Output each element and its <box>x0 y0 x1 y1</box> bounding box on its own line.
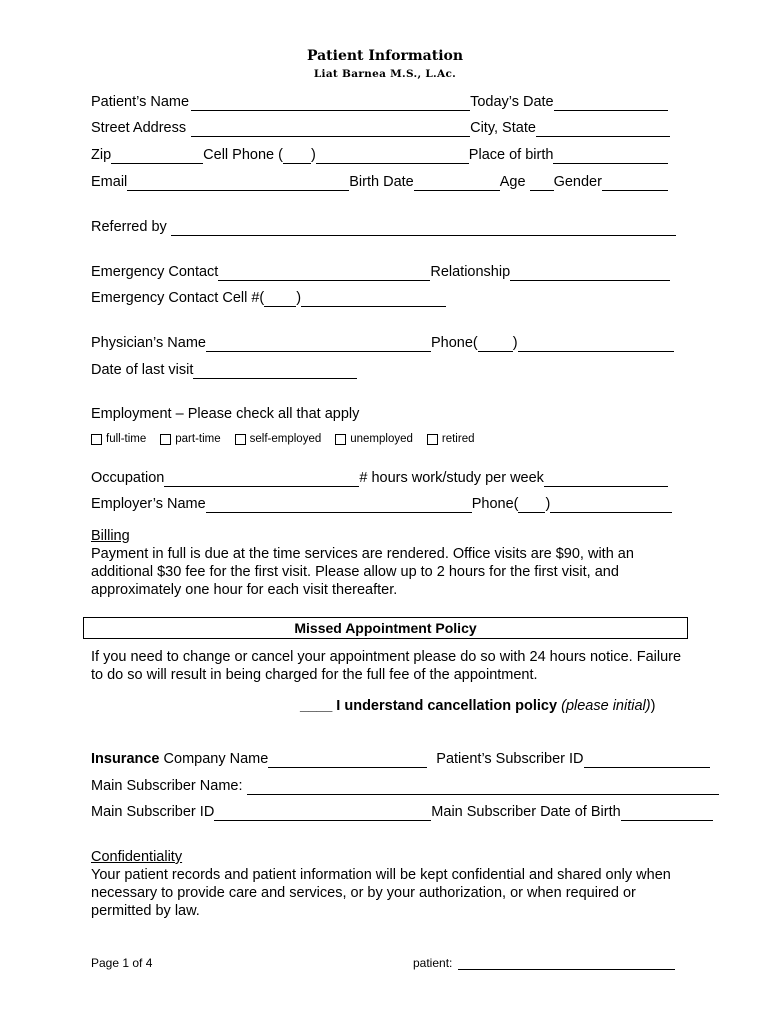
patient-label: patient: <box>413 956 453 970</box>
row-insurance <box>91 751 710 768</box>
referred-by-label: Referred by <box>91 219 167 235</box>
ack-note-close-paren: ) <box>650 698 656 714</box>
option-label: retired <box>441 433 475 445</box>
main-subscriber-name-field[interactable] <box>247 781 719 795</box>
age-label: Age <box>499 174 526 190</box>
row-address <box>91 120 670 137</box>
email-field[interactable] <box>127 177 349 191</box>
employer-phone-area-code[interactable] <box>518 499 545 513</box>
todays-date-field[interactable] <box>554 97 668 111</box>
employer-phone-label: Phone( <box>471 496 519 512</box>
cell-phone-field[interactable] <box>316 150 469 164</box>
city-state-label: City, State <box>470 120 536 136</box>
row-referred <box>91 219 676 236</box>
place-of-birth-label: Place of birth <box>468 147 554 163</box>
birth-date-field[interactable] <box>414 177 500 191</box>
occupation-field[interactable] <box>164 473 359 487</box>
row-email <box>91 174 668 191</box>
ack-note: (please initial) <box>561 698 651 714</box>
employment-option-unemployed[interactable] <box>335 433 413 445</box>
emergency-cell-field[interactable] <box>301 293 446 307</box>
gender-label: Gender <box>553 174 602 190</box>
date-last-visit-label: Date of last visit <box>91 362 194 378</box>
insurance-company-label: Company Name <box>159 751 269 767</box>
row-emergency-cell <box>91 290 446 307</box>
missed-policy-heading: Missed Appointment Policy <box>83 617 688 639</box>
form-title: Patient Information <box>306 48 464 64</box>
cell-phone-area-code[interactable] <box>283 150 311 164</box>
emergency-cell-close-paren: ) <box>296 290 302 306</box>
occupation-label: Occupation <box>91 470 165 486</box>
street-address-field[interactable] <box>191 123 470 137</box>
option-label: full-time <box>106 433 147 445</box>
billing-heading: Billing <box>91 528 130 544</box>
emergency-cell-label: Emergency Contact Cell #( <box>91 290 265 306</box>
relationship-field[interactable] <box>510 267 670 281</box>
option-label: self-employed <box>249 433 322 445</box>
emergency-cell-area-code[interactable] <box>264 293 296 307</box>
hours-work-label: # hours work/study per week <box>359 470 544 486</box>
employer-phone-close-paren: ) <box>545 496 551 512</box>
patient-signature-row <box>413 956 675 970</box>
insurance-company-field[interactable] <box>268 754 427 768</box>
employer-phone-field[interactable] <box>550 499 672 513</box>
age-field[interactable] <box>530 177 554 191</box>
gender-field[interactable] <box>602 177 668 191</box>
cell-phone-close-paren: ) <box>310 147 316 163</box>
subscriber-id-field[interactable] <box>584 754 710 768</box>
initial-blank[interactable]: ____ <box>300 698 333 714</box>
city-state-field[interactable] <box>536 123 670 137</box>
row-emergency <box>91 264 670 281</box>
main-subscriber-dob-field[interactable] <box>621 807 713 821</box>
employer-name-label: Employer’s Name <box>91 496 206 512</box>
row-name-date <box>91 94 668 111</box>
hours-work-field[interactable] <box>544 473 668 487</box>
option-label: unemployed <box>350 433 413 445</box>
checkbox-icon[interactable] <box>335 434 346 445</box>
row-occupation <box>91 470 668 487</box>
cancellation-acknowledgement <box>300 698 655 715</box>
checkbox-icon[interactable] <box>235 434 246 445</box>
checkbox-icon[interactable] <box>160 434 171 445</box>
employment-option-retired[interactable] <box>427 433 475 445</box>
physician-phone-field[interactable] <box>518 338 674 352</box>
zip-field[interactable] <box>111 150 203 164</box>
practitioner-name: Liat Barnea M.S., L.Ac. <box>313 68 457 80</box>
patient-name-label: Patient’s Name <box>91 94 190 110</box>
main-subscriber-dob-label: Main Subscriber Date of Birth <box>431 804 621 820</box>
patient-initial-field[interactable] <box>458 957 675 970</box>
physician-phone-label: Phone( <box>430 335 478 351</box>
option-label: part-time <box>175 433 221 445</box>
street-address-label: Street Address <box>91 120 187 136</box>
zip-label: Zip <box>91 147 112 163</box>
employment-heading: Employment – Please check all that apply <box>91 406 360 422</box>
email-label: Email <box>91 174 128 190</box>
confidentiality-text: Your patient records and patient information will be kept confidential and shared only when necessary to provide care and services, or by your authorization, or when required or permitted by law. <box>91 867 671 919</box>
cell-phone-label: Cell Phone ( <box>203 147 283 163</box>
row-physician <box>91 335 674 352</box>
main-subscriber-id-field[interactable] <box>214 807 431 821</box>
physician-phone-close-paren: ) <box>512 335 518 351</box>
confidentiality-heading: Confidentiality <box>91 849 183 865</box>
place-of-birth-field[interactable] <box>553 150 668 164</box>
row-last-visit <box>91 362 357 379</box>
subscriber-id-label: Patient’s Subscriber ID <box>436 751 584 767</box>
physician-name-label: Physician’s Name <box>91 335 206 351</box>
row-zip-phone <box>91 147 668 164</box>
employer-name-field[interactable] <box>206 499 472 513</box>
employment-option-part-time[interactable] <box>160 433 220 445</box>
checkbox-icon[interactable] <box>427 434 438 445</box>
page-number: Page 1 of 4 <box>91 956 153 970</box>
birth-date-label: Birth Date <box>349 174 414 190</box>
main-subscriber-id-label: Main Subscriber ID <box>91 804 215 820</box>
row-main-subscriber <box>91 778 719 795</box>
employment-option-self-employed[interactable] <box>235 433 322 445</box>
physician-name-field[interactable] <box>206 338 431 352</box>
patient-name-field[interactable] <box>191 97 470 111</box>
relationship-label: Relationship <box>430 264 511 280</box>
todays-date-label: Today’s Date <box>470 94 554 110</box>
referred-by-field[interactable] <box>171 222 676 236</box>
employment-option-full-time[interactable] <box>91 433 146 445</box>
emergency-contact-field[interactable] <box>218 267 430 281</box>
checkbox-icon[interactable] <box>91 434 102 445</box>
missed-policy-text: If you need to change or cancel your appointment please do so with 24 hours notice. Failure to do so will result in being charged for the full fee of the appointment. <box>91 649 682 683</box>
row-main-subscriber-id <box>91 804 713 821</box>
main-subscriber-name-label: Main Subscriber Name: <box>91 778 243 794</box>
emergency-contact-label: Emergency Contact <box>91 264 219 280</box>
row-employer <box>91 496 672 513</box>
billing-text: Payment in full is due at the time services are rendered. Office visits are $90, with an additional $30 fee for the first visit. Please allow up to 2 hours for the first visit, and approximately one hour for each visit thereafter. <box>91 546 634 598</box>
insurance-label-bold: Insurance <box>91 751 160 767</box>
ack-text: I understand cancellation policy <box>332 698 558 714</box>
physician-phone-area-code[interactable] <box>478 338 513 352</box>
date-last-visit-field[interactable] <box>193 365 357 379</box>
employment-options <box>91 433 489 445</box>
